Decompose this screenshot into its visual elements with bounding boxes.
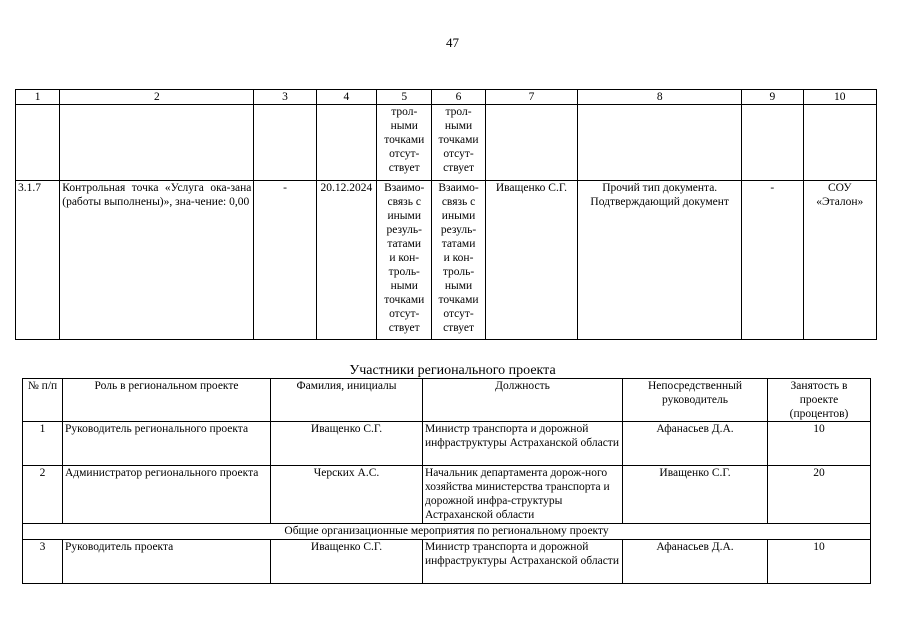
name-cell: Иващенко С.Г.	[271, 540, 423, 584]
column-header: Занятость в проекте (процентов)	[768, 379, 871, 422]
row-number: 3	[23, 540, 63, 584]
relation-cell: трол- ными точками отсут- ствует	[377, 105, 432, 181]
role-cell: Администратор регионального проекта	[63, 466, 271, 524]
cell-value: -	[254, 181, 316, 340]
column-header: Непосредственный руководитель	[623, 379, 768, 422]
participants-title: Участники регионального проекта	[349, 363, 556, 378]
supervisor-cell: Афанасьев Д.А.	[623, 422, 768, 466]
due-date: 20.12.2024	[316, 181, 376, 340]
table-row	[23, 540, 871, 584]
section-row	[23, 524, 871, 540]
table-header-row	[16, 90, 877, 105]
column-header: № п/п	[23, 379, 63, 422]
relation-cell: Взаимо- связь с иными резуль- татами и кон- троль- ными точками отсут- ствует	[377, 181, 432, 340]
table-row	[16, 181, 877, 340]
row-number: 1	[23, 422, 63, 466]
column-header: Должность	[423, 379, 623, 422]
section-title: Общие организационные мероприятия по региональному проекту	[23, 524, 871, 540]
column-header: 1	[16, 90, 60, 105]
column-header: 7	[485, 90, 578, 105]
relation-cell: Взаимо- связь с иными резуль- татами и кон- троль- ными точками отсут- ствует	[432, 181, 485, 340]
control-point-name: Контрольная точка «Услуга ока-зана (работы выполнены)», зна-чение: 0,00	[60, 181, 254, 340]
row-number: 3.1.7	[16, 181, 60, 340]
page-number: 47	[446, 35, 459, 50]
role-cell: Руководитель регионального проекта	[63, 422, 271, 466]
column-header: Роль в региональном проекте	[63, 379, 271, 422]
table-row	[23, 422, 871, 466]
column-header: 6	[432, 90, 485, 105]
column-header: 4	[316, 90, 376, 105]
supervisor-cell: Иващенко С.Г.	[623, 466, 768, 524]
column-header: 9	[742, 90, 803, 105]
supervisor-cell: Афанасьев Д.А.	[623, 540, 768, 584]
name-cell: Иващенко С.Г.	[271, 422, 423, 466]
system-name: СОУ «Эталон»	[803, 181, 877, 340]
column-header: 3	[254, 90, 316, 105]
control-points-table	[15, 89, 877, 340]
responsible-person: Иващенко С.Г.	[485, 181, 578, 340]
participants-table	[22, 378, 871, 584]
employment-cell: 10	[768, 422, 871, 466]
column-header: 10	[803, 90, 877, 105]
table-row	[23, 466, 871, 524]
table-header-row	[23, 379, 871, 422]
employment-cell: 10	[768, 540, 871, 584]
name-cell: Черских А.С.	[271, 466, 423, 524]
role-cell: Руководитель проекта	[63, 540, 271, 584]
position-cell: Начальник департамента дорож-ного хозяйства министерства транспорта и дорожной инфра-структуры Астраханской области	[423, 466, 623, 524]
column-header: 8	[578, 90, 742, 105]
employment-cell: 20	[768, 466, 871, 524]
position-cell: Министр транспорта и дорожной инфраструктуры Астраханской области	[423, 540, 623, 584]
relation-cell: трол- ными точками отсут- ствует	[432, 105, 485, 181]
column-header: 2	[60, 90, 254, 105]
document-type: Прочий тип документа. Подтверждающий документ	[578, 181, 742, 340]
column-header: Фамилия, инициалы	[271, 379, 423, 422]
cell-value: -	[742, 181, 803, 340]
table-row	[16, 105, 877, 181]
position-cell: Министр транспорта и дорожной инфраструктуры Астраханской области	[423, 422, 623, 466]
column-header: 5	[377, 90, 432, 105]
row-number: 2	[23, 466, 63, 524]
